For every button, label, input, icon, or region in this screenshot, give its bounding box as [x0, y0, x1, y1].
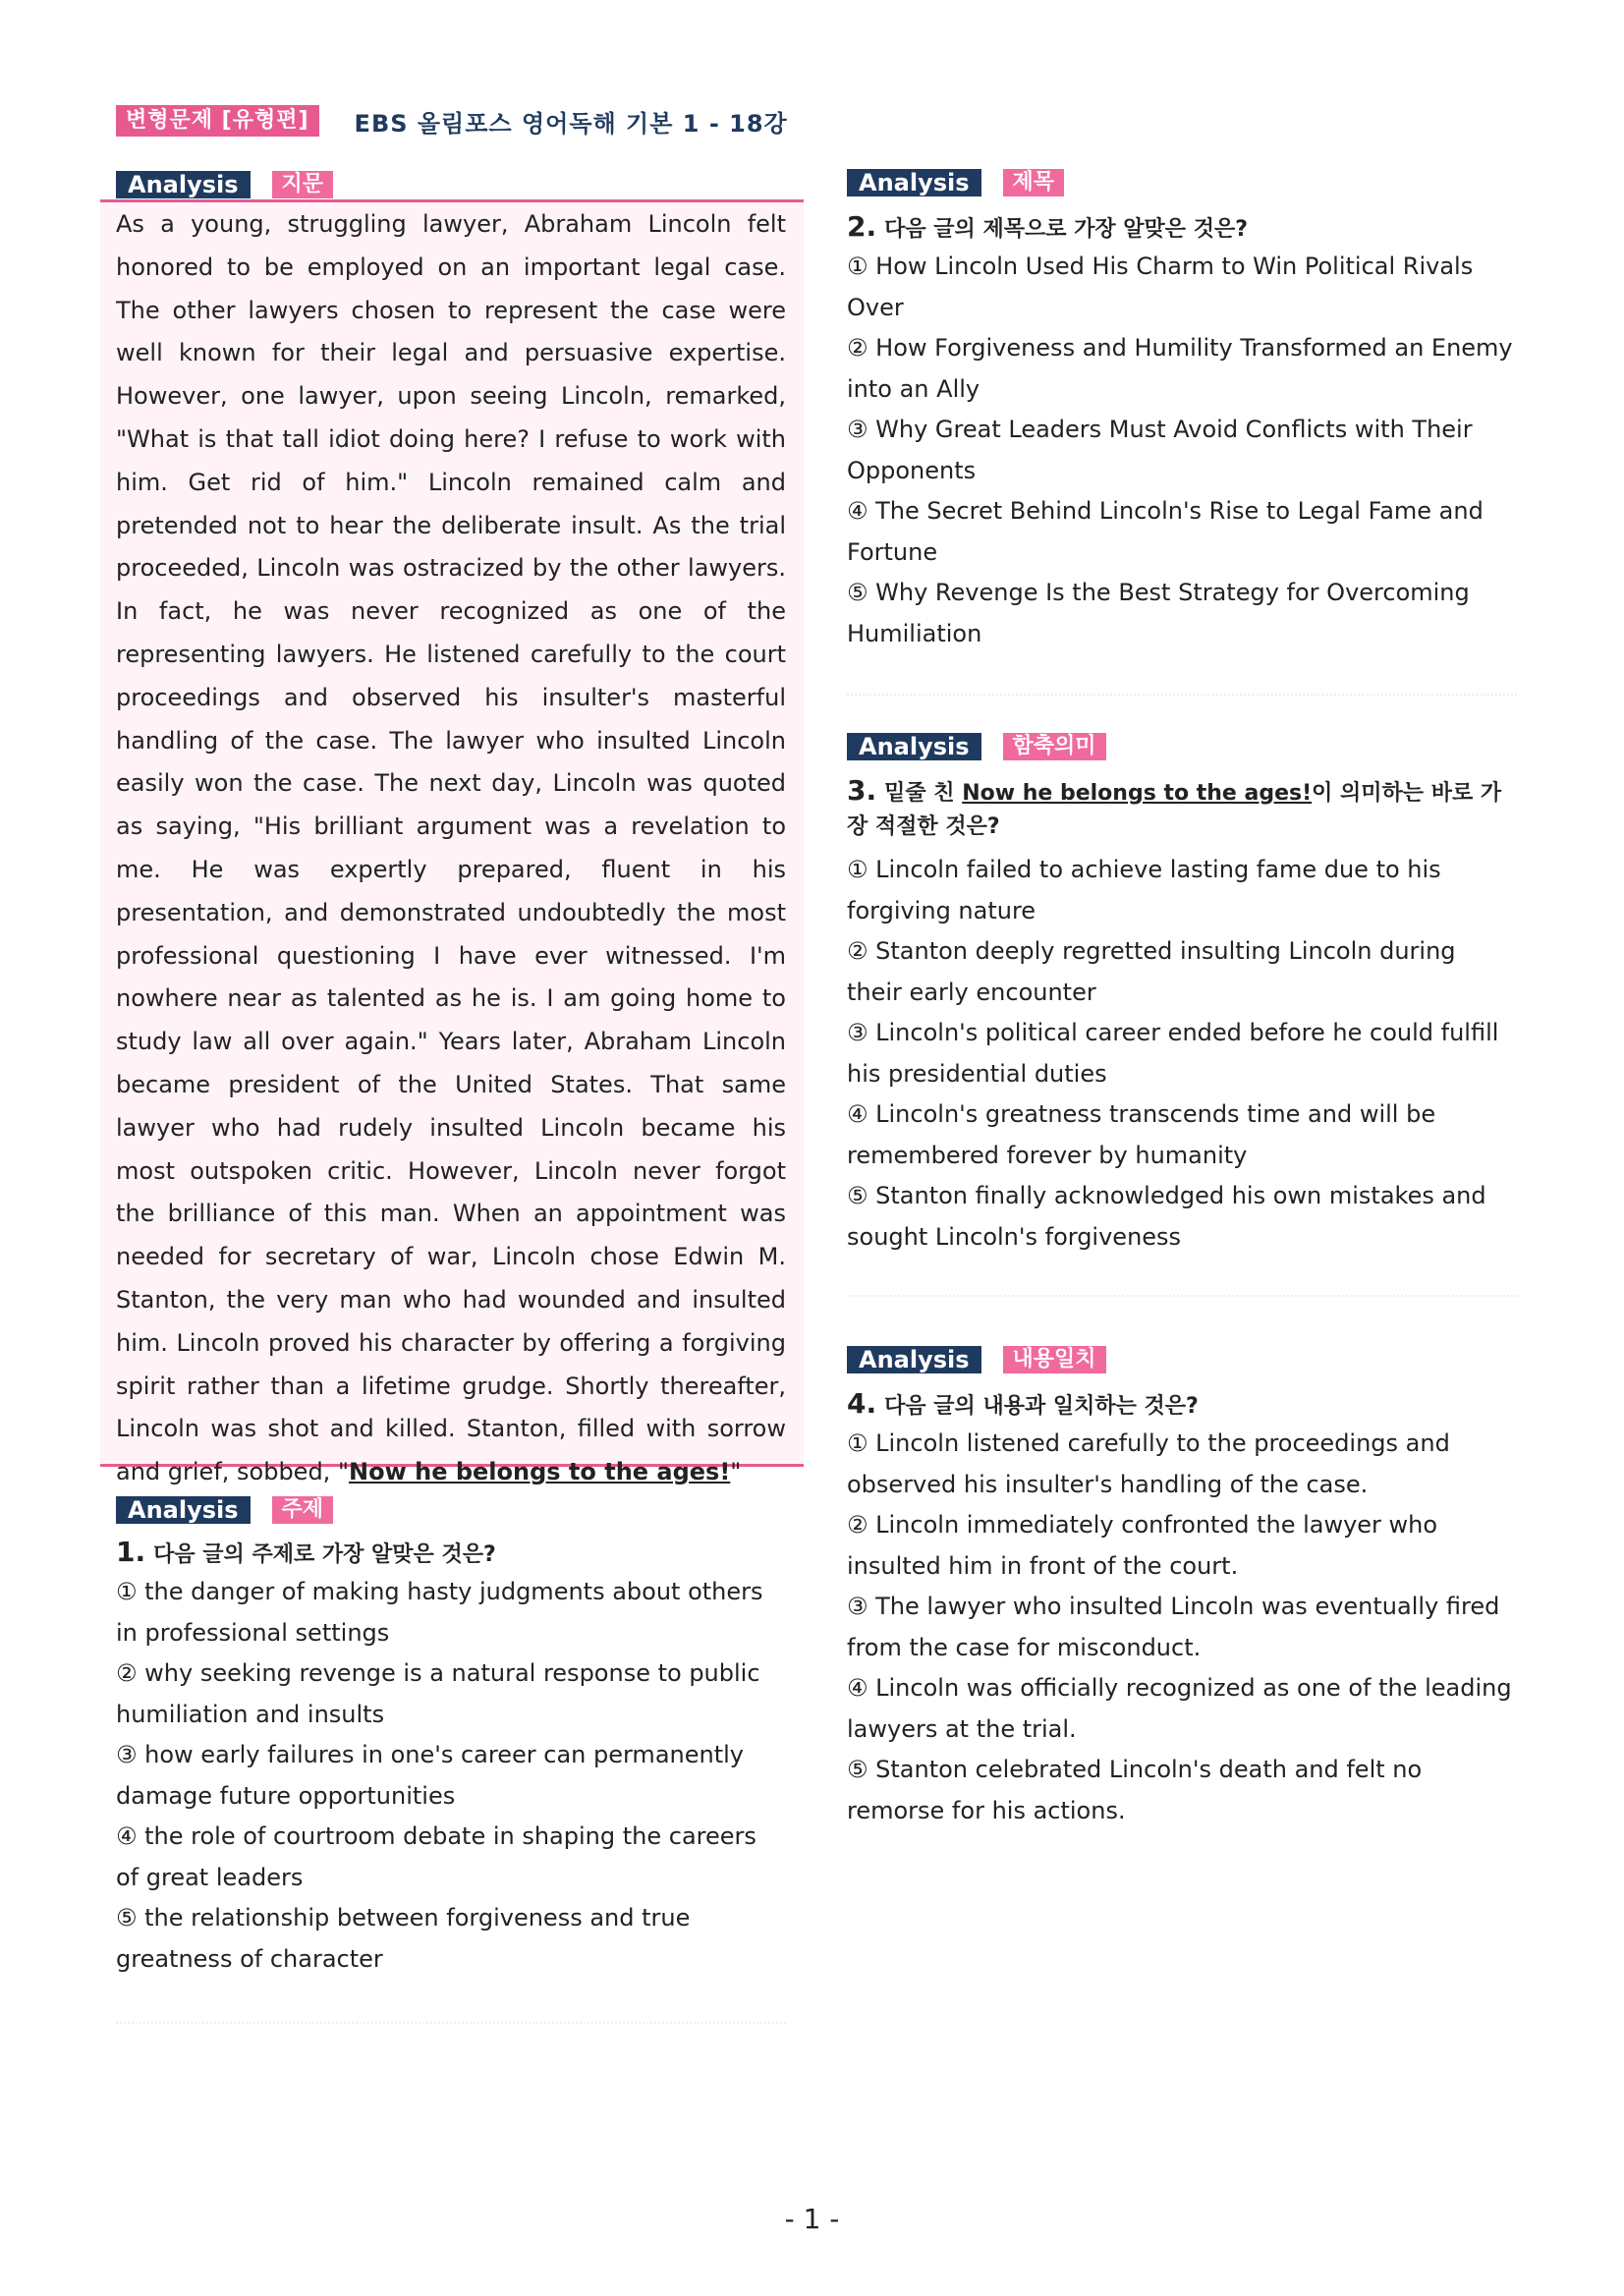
page-header [116, 104, 788, 138]
question-number: 2. [847, 210, 877, 243]
option-4[interactable]: ④ Lincoln was officially recognized as one of the leading lawyers at the trial. [847, 1674, 1512, 1743]
question-number: 4. [847, 1387, 877, 1420]
option-1[interactable]: ① Lincoln failed to achieve lasting fame due to his forgiving nature [847, 856, 1441, 924]
question-number: 1. [116, 1536, 146, 1568]
question-1-options [116, 1572, 786, 1980]
analysis-badge: Analysis [847, 169, 981, 196]
option-4[interactable]: ④ the role of courtroom debate in shaping the careers of great leaders [116, 1822, 756, 1891]
option-3[interactable]: ③ how early failures in one's career can permanently damage future opportunities [116, 1741, 744, 1810]
question-4-options [847, 1424, 1517, 1831]
option-1[interactable]: ① How Lincoln Used His Charm to Win Political Rivals Over [847, 252, 1474, 321]
worksheet-type-tag: 변형문제 [유형편] [116, 105, 319, 137]
divider [116, 2022, 786, 2024]
option-1[interactable]: ① the danger of making hasty judgments about others in professional settings [116, 1578, 763, 1647]
q3-label [847, 733, 1106, 760]
question-4-title [847, 1387, 1517, 1424]
question-2 [847, 210, 1517, 654]
quote-open: " [337, 1458, 349, 1486]
underlined-phrase: Now he belongs to the ages! [349, 1458, 731, 1486]
question-text-pre: 밑줄 친 [884, 781, 963, 806]
option-2[interactable]: ② Lincoln immediately confronted the lawyer who insulted him in front of the court. [847, 1511, 1438, 1580]
passage-kind-badge: 지문 [272, 171, 334, 198]
question-underlined: Now he belongs to the ages! [962, 781, 1313, 806]
option-1[interactable]: ① Lincoln listened carefully to the proceedings and observed his insulter's handling of the case. [847, 1429, 1450, 1498]
option-5[interactable]: ⑤ Stanton celebrated Lincoln's death and felt no remorse for his actions. [847, 1756, 1423, 1824]
option-5[interactable]: ⑤ Stanton finally acknowledged his own mistakes and sought Lincoln's forgiveness [847, 1182, 1486, 1251]
q3-kind-badge: 함축의미 [1003, 733, 1106, 760]
question-3-options [847, 850, 1517, 1258]
question-1-title [116, 1536, 786, 1572]
question-text: 다음 글의 주제로 가장 알맞은 것은? [153, 1542, 496, 1567]
question-3 [847, 774, 1517, 1258]
question-2-options [847, 247, 1517, 654]
analysis-badge: Analysis [116, 1496, 251, 1524]
q2-label [847, 169, 1064, 196]
option-3[interactable]: ③ Why Great Leaders Must Avoid Conflicts with Their Opponents [847, 416, 1473, 484]
divider [847, 694, 1517, 696]
passage-label [116, 171, 333, 198]
option-5[interactable]: ⑤ the relationship between forgiveness and true greatness of character [116, 1904, 691, 1973]
option-3[interactable]: ③ Lincoln's political career ended before he could fulfill his presidential duties [847, 1019, 1499, 1088]
option-2[interactable]: ② why seeking revenge is a natural response to public humiliation and insults [116, 1659, 760, 1728]
page-number: - 1 - [784, 2203, 840, 2235]
option-4[interactable]: ④ Lincoln's greatness transcends time and will be remembered forever by humanity [847, 1100, 1436, 1169]
question-text: 다음 글의 내용과 일치하는 것은? [884, 1394, 1199, 1419]
q1-label [116, 1496, 333, 1524]
question-1 [116, 1536, 786, 1980]
q4-label [847, 1346, 1106, 1373]
question-text: 다음 글의 제목으로 가장 알맞은 것은? [884, 217, 1248, 242]
option-3[interactable]: ③ The lawyer who insulted Lincoln was eventually fired from the case for misconduct. [847, 1593, 1500, 1661]
option-4[interactable]: ④ The Secret Behind Lincoln's Rise to Legal Fame and Fortune [847, 497, 1484, 566]
passage-body: As a young, struggling lawyer, Abraham Lincoln felt honored to be employed on an important legal case. The other lawyers chosen to represent the case were well known for their legal and persuasive expertise. However, one lawyer, upon seeing Lincoln, remarked, "What is that tall idiot doing here? I refuse to work with him. Get rid of him." Lincoln remained calm and pretended not to hear the deliberate insult. As the trial proceeded, Lincoln was ostracized by the other lawyers. In fact, he was never recognized as one of the representing lawyers. He listened carefully to the court proceedings and observed his insulter's masterful handling of the case. The lawyer who insulted Lincoln easily won the case. The next day, Lincoln was quoted as saying, "His brilliant argument was a revelation to me. He was expertly prepared, fluent in his presentation, and demonstrated undoubtedly the most professional questioning I have ever witnessed. I'm nowhere near as talented as he is. I am going home to study law all over again." Years later, Abraham Lincoln became president of the United States. That same lawyer who had rudely insulted Lincoln became his most outspoken critic. However, Lincoln never forgot the brilliance of this man. When an appointment was needed for secretary of war, Lincoln chose Edwin M. Stanton, the very man who had wounded and insulted him. Lincoln proved his character by offering a forgiving spirit rather than a lifetime grudge. Shortly thereafter, Lincoln was shot and killed. Stanton, filled with sorrow and grief, sobbed, [116, 210, 786, 1486]
question-3-title [847, 774, 1517, 844]
worksheet-title: EBS 올림포스 영어독해 기본 1 - 18강 [354, 109, 788, 138]
passage-text [116, 203, 786, 1494]
question-number: 3. [847, 774, 877, 807]
divider [847, 1295, 1517, 1297]
q2-kind-badge: 제목 [1003, 169, 1065, 196]
option-5[interactable]: ⑤ Why Revenge Is the Best Strategy for Overcoming Humiliation [847, 579, 1470, 647]
question-2-title [847, 210, 1517, 247]
q1-kind-badge: 주제 [272, 1496, 334, 1524]
analysis-badge: Analysis [847, 733, 981, 760]
analysis-badge: Analysis [116, 171, 251, 198]
question-4 [847, 1387, 1517, 1831]
quote-close: " [730, 1458, 742, 1486]
question-text-post: 이 의미하는 바로 가장 적절한 것은? [847, 781, 1502, 839]
option-2[interactable]: ② How Forgiveness and Humility Transformed an Enemy into an Ally [847, 334, 1513, 403]
q4-kind-badge: 내용일치 [1003, 1346, 1106, 1373]
option-2[interactable]: ② Stanton deeply regretted insulting Lincoln during their early encounter [847, 937, 1456, 1006]
analysis-badge: Analysis [847, 1346, 981, 1373]
